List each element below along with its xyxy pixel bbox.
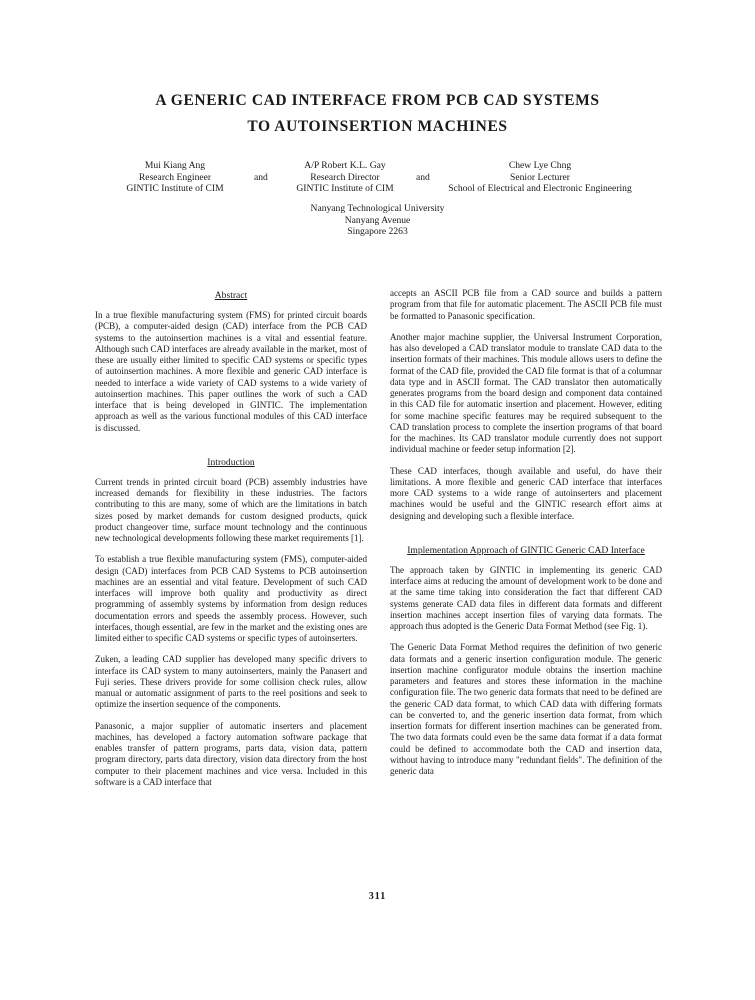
author-affiliation: GINTIC Institute of CIM [126,183,224,194]
institution-name: Nanyang Technological University [310,203,445,214]
introduction-heading: Introduction [207,456,255,468]
left-column [95,288,367,798]
institution-street: Nanyang Avenue [344,214,411,226]
continued-paragraph: accepts an ASCII PCB file from a CAD source and builds a pattern program from that file for automatic placement. The ASCII PCB file must be formatted to Panasonic specification. [390,288,662,321]
introduction-paragraph-3: Zuken, a leading CAD supplier has developed many specific drivers to interface its CAD system to many autoinserters, mainly the Panasert and Fuji series. These drivers provide for some collision check rules, allow manual or automatic assignment of parts to the reel positions and seek to optimize the insertion sequence of the components. [95,654,367,710]
author-block-1 [120,160,230,195]
universal-instrument-paragraph: Another major machine supplier, the Universal Instrument Corporation, has also developed a CAD translator module to translate CAD data to the insertion formats of their machines. This module allows users to define the format of the CAD file, provided the CAD file format is that of a columnar data type and in ASCII format. The CAD translator then automatically generates programs from the board design and component data contained in this CAD file for automatic insertion and placement. However, editing for some machine specific features may be required subsequent to the CAD translation process to complete the insertion programs of that board for the machines. Its CAD translator module currently does not support individual machine or feeder setup information [2]. [390,331,662,455]
implementation-paragraph-2: The Generic Data Format Method requires the definition of two generic data formats and a generic insertion configuration module. The generic insertion machine configurator module obtains the insertion machine parameters and features and stores these information in the machine configuration file. The two generic data formats that need to be defined are the generic CAD data format, to which CAD data with differing formats can be converted to, and the generic insertion data format, from which insertion formats for different insertion machines can be generated from. The two data formats could even be the same data format if a data format could be defined to accommodate both the CAD and insertion data, without having to introduce many "redundant fields". The definition of the generic data [390,642,662,776]
introduction-paragraph-2: To establish a true flexible manufacturing system (FMS), computer-aided design (CAD) interfaces from PCB CAD Systems to PCB autoinsertion machines are an essential and vital feature. Development of such CAD interfaces will improve both quality and productivity as direct programming of assembly systems by information from design reduces documentation errors and speeds the assembly process. However, such interfaces, though essential, are few in the market and the existing ones are limited either to specific CAD systems or specific types of autoinserters. [95,554,367,643]
author-role: Research Director [310,171,380,183]
right-column [390,288,662,787]
limitations-paragraph: These CAD interfaces, though available and useful, do have their limitations. A more flexible and generic CAD interface that interfaces more CAD systems to a wide range of autoinserters and placement machines would be useful and the GINTIC research effort aims at designing and developing such a flexible interface. [390,465,662,521]
introduction-paragraph-4: Panasonic, a major supplier of automatic inserters and placement machines, has developed a factory automation software package that enables transfer of pattern programs, parts data, vision data, pattern program directory, parts data directory, vision data directory from the host computer to their placement machines and vice versa. Included in this software is a CAD interface that [95,720,367,787]
introduction-paragraph-1: Current trends in printed circuit board (PCB) assembly industries have increased demands for flexibility in these industries. The factors contributing to this are many, some of which are the limitations in batch sizes posed by market demands for custom designed products, quick product changeover time, surface mount technology and the continuous new technological developments following these market requirements [1]. [95,476,367,543]
institution-address [255,203,500,238]
author-affiliation: School of Electrical and Electronic Engineering [448,183,632,194]
author-name: Mui Kiang Ang [144,160,206,171]
author-block-2 [280,160,410,195]
author-role: Research Engineer [138,171,212,183]
author-conjunction: and [416,172,430,183]
institution-city: Singapore 2263 [347,226,408,237]
page-number: 311 [368,891,387,902]
author-name: A/P Robert K.L. Gay [304,160,386,171]
author-affiliation: GINTIC Institute of CIM [296,183,394,194]
implementation-heading: Implementation Approach of GINTIC Generic CAD Interface [407,544,645,556]
author-conjunction: and [254,172,268,183]
paper-title-line-1: A GENERIC CAD INTERFACE FROM PCB CAD SYSTEMS [155,92,600,109]
author-block-3 [430,160,650,195]
author-role: Senior Lecturer [510,171,570,183]
abstract-heading: Abstract [214,290,248,301]
author-name: Chew Lye Chng [508,160,572,171]
abstract-paragraph: In a true flexible manufacturing system (FMS) for printed circuit boards (PCB), a computer-aided design (CAD) interface from the PCB CAD systems to the autoinsertion machines is a vital and essential feature. Although such CAD interfaces are already available in the market, most of these are usually either limited to specific CAD systems or specific types of autoinsertion machines. A more flexible and generic CAD interface is needed to interface a wide variety of CAD systems to a wide variety of autoinsertion machines. This paper outlines the work of such a CAD interface that is being developed in GINTIC. The implementation approach as well as the various functional modules of this CAD interface is discussed. [95,310,367,433]
implementation-paragraph-1: The approach taken by GINTIC in implementing its generic CAD interface aims at reducing the amount of development work to be done and at the same time taking into consideration the fact that different CAD systems generate CAD data files in different data formats and different insertion machines accept insertion files of varying data formats. The approach thus adopted is the Generic Data Format Method (see Fig. 1). [390,564,662,631]
paper-title-line-2: TO AUTOINSERTION MACHINES [247,118,508,135]
